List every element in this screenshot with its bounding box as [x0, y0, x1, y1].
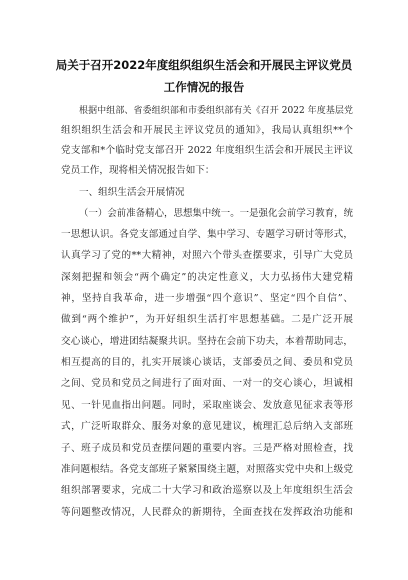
body-paragraph-line: 组织部署要求，完成二十大学习和政治巡察以及上年度组织生活会: [61, 485, 353, 496]
body-paragraph-line: 子、班子成员和党员查摆问题的重要内容。三是严格对照检查，找: [61, 443, 353, 454]
section-heading: 一、组织生活会开展情况: [79, 187, 185, 198]
body-paragraph-line: 做到“两个维护”，为开好组织生活打牢思想基础。二是广泛开展: [61, 314, 353, 325]
body-paragraph-line: 式，广泛听取群众、服务对象的意见建议，梳理汇总后纳入支部班: [61, 421, 353, 432]
intro-paragraph-line: 根据中组部、省委组织部和市委组织部有关《召开 2022 年度基层党: [79, 106, 353, 116]
body-paragraph-line: 准问题根结。各党支部班子紧紧围绕主题，对照落实党中央和上级党: [61, 464, 353, 475]
body-paragraph-line: 相互提高的目的，扎实开展谈心谈话，支部委员之间、委员和党员: [61, 357, 353, 368]
body-paragraph-line: 见、一针见血指出问题。同时，采取座谈会、发放意见征求表等形: [61, 400, 353, 411]
body-paragraph-line: 之间、党员和党员之间进行了面对面、一对一的交心谈心，坦诚相: [61, 378, 353, 389]
body-paragraph-line: 交心谈心，增进团结凝聚共识。坚持在会前下功夫，本着帮助同志，: [61, 336, 353, 347]
document-title-line-2: 工作情况的报告: [163, 80, 245, 94]
body-paragraph-line: 深刻把握和领会“两个确定”的决定性意义，大力弘扬伟大建党精: [61, 272, 353, 283]
body-paragraph-line: 神，坚持自我革命，进一步增强“四个意识”、坚定“四个自信”、: [61, 293, 353, 304]
body-paragraph-line: 等问题整改情况，人民群众的新期待，全面查找在发挥政治功能和: [61, 507, 353, 518]
intro-paragraph-line: 组织组织生活会和开展民主评议党员的通知》，我局认真组织**个: [61, 125, 353, 136]
intro-paragraph-line: 党支部和*个临时党支部召开 2022 年度组织生活会和开展民主评议: [61, 145, 353, 156]
document-title-line-1: 局关于召开2022年度组织组织生活会和开展民主评议党员: [55, 58, 353, 72]
body-paragraph-line: 认真学习了党的**大精神，对照六个带头查摆要求，引导广大党员: [61, 250, 353, 261]
body-paragraph-line: 一思想认识。各党支部通过自学、集中学习、专题学习研讨等形式，: [61, 229, 353, 240]
body-paragraph-line: （一）会前准备精心，思想集中统一。一是强化会前学习教育，统: [79, 208, 353, 219]
intro-paragraph-line: 党员工作，现将相关情况报告如下：: [61, 165, 215, 176]
